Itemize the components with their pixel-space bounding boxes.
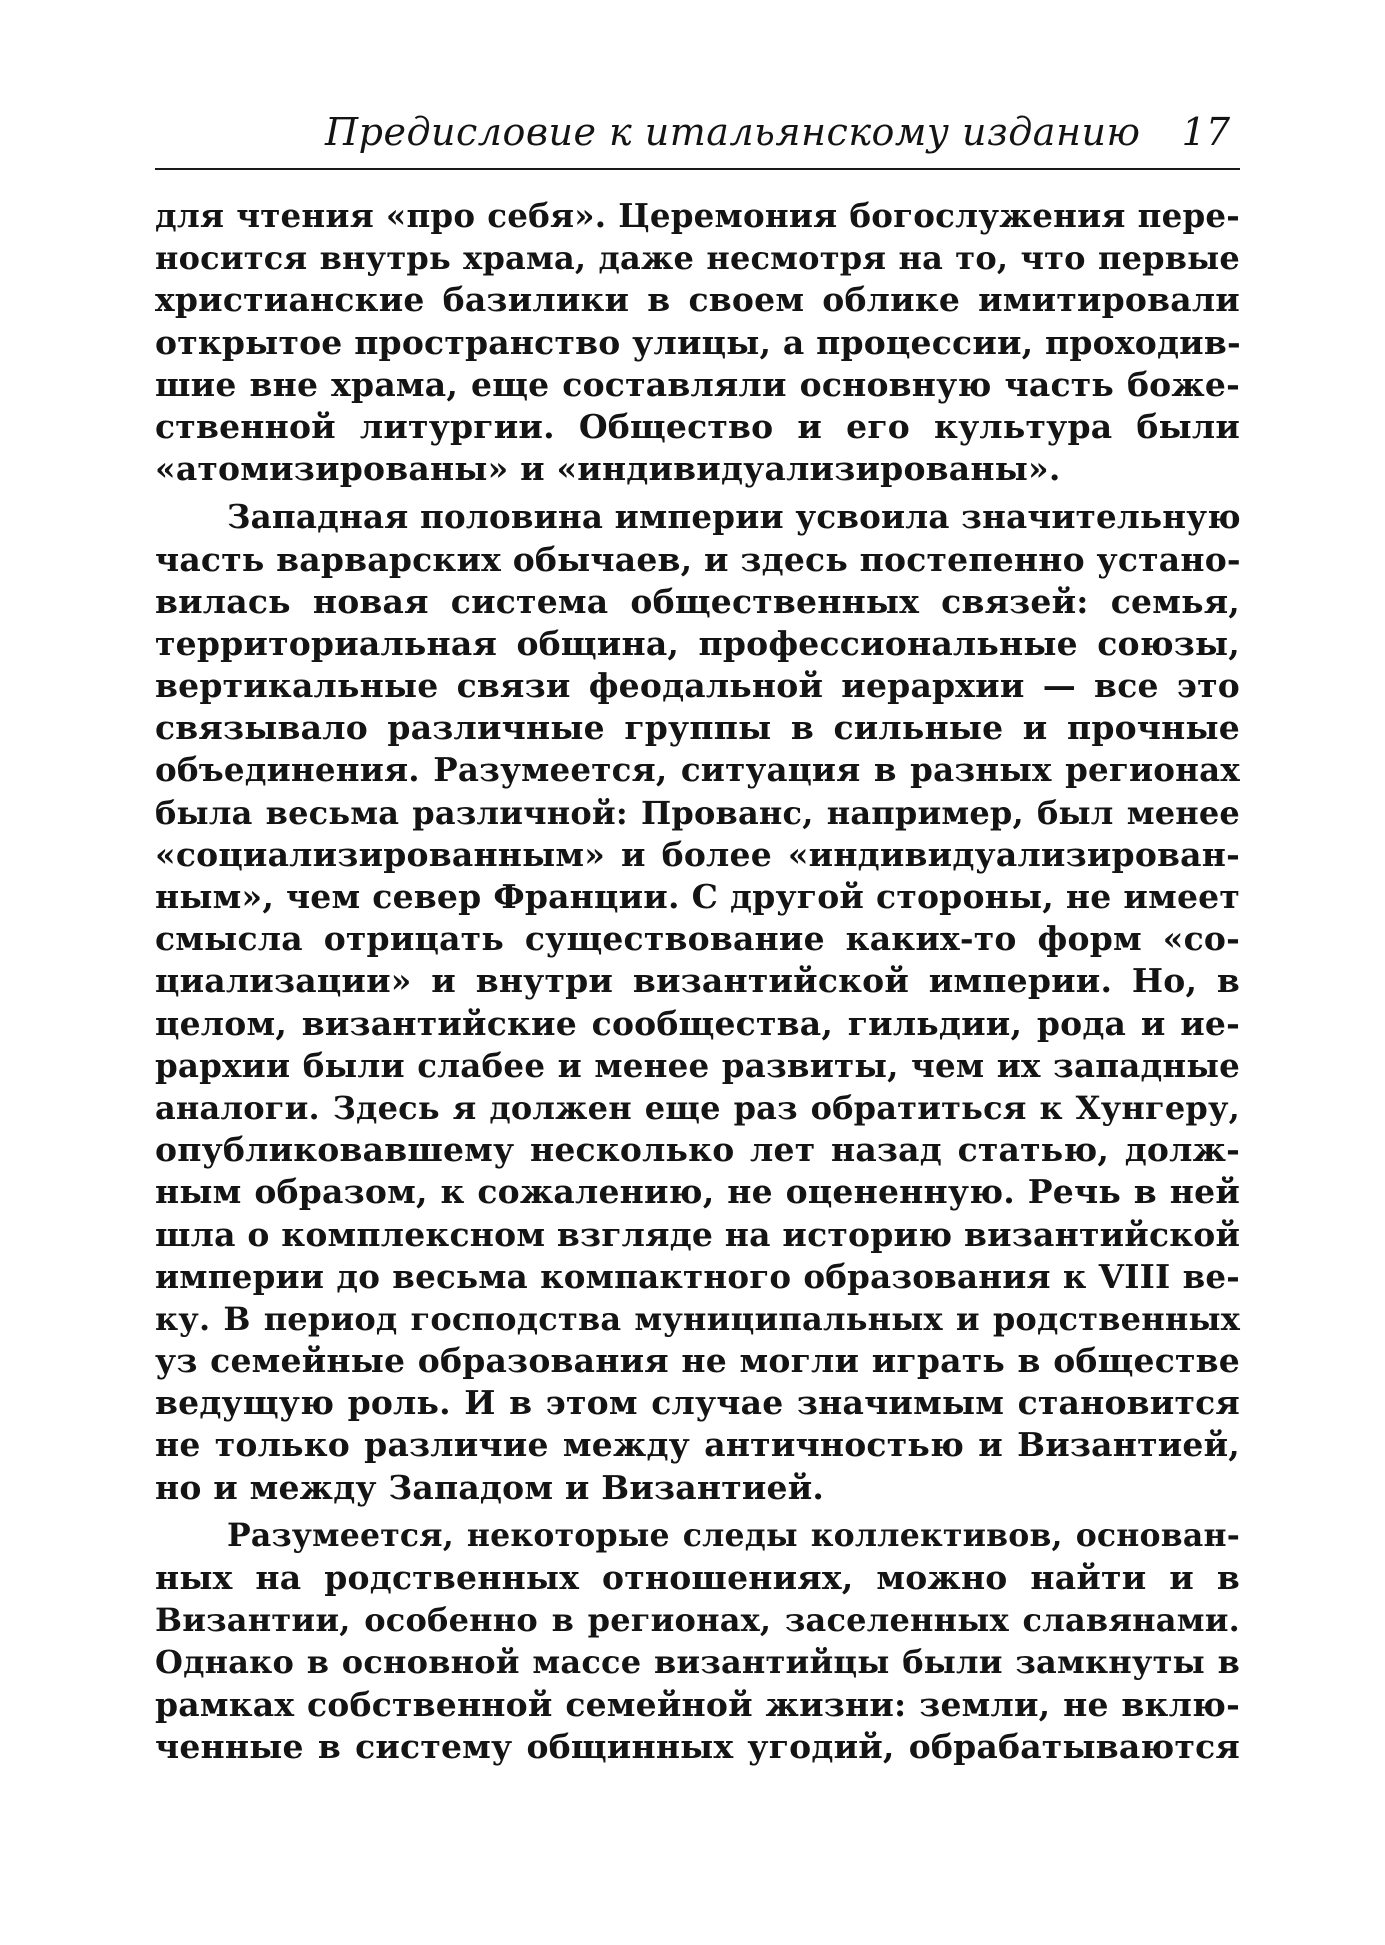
text-line: не только различие между античностью и Византией, (155, 1425, 1240, 1465)
paragraph-3 (155, 1515, 1240, 1768)
text-line: ным образом, к сожалению, не оцененную. Речь в ней (155, 1172, 1240, 1212)
text-line: Западная половина империи усвоила значительную (227, 497, 1241, 537)
text-line: Разумеется, некоторые следы коллективов, основан- (227, 1516, 1240, 1554)
text-line: смысла отрицать существование каких-то форм «со- (155, 919, 1240, 959)
text-line: опубликовавшему несколько лет назад статью, долж- (155, 1130, 1240, 1170)
text-line: часть варварских обычаев, и здесь постепенно устано- (155, 539, 1241, 579)
text-line: «атомизированы» и «индивидуализированы». (155, 449, 1061, 489)
text-line: уз семейные образования не могли играть в обществе (155, 1341, 1240, 1381)
text-line: ченные в систему общинных угодий, обрабатываются (155, 1726, 1240, 1766)
running-header (155, 108, 1240, 170)
text-line: Византии, особенно в регионах, заселенных славянами. (155, 1601, 1240, 1640)
text-line: для чтения «про себя». Церемония богослужения пере- (155, 196, 1240, 235)
text-line: циализации» и внутри византийской империи. Но, в (155, 961, 1240, 1001)
page-number: 17 (1181, 110, 1230, 154)
text-line: связывало различные группы в сильные и прочные (155, 708, 1240, 748)
text-line: Однако в основной массе византийцы были замкнуты в (155, 1643, 1240, 1682)
text-line: ку. В период господства муниципальных и родственных (155, 1299, 1240, 1338)
text-line: носится внутрь храма, даже несмотря на то, что первые (155, 239, 1240, 278)
text-line: территориальная община, профессиональные союзы, (155, 623, 1240, 663)
paragraph-2 (155, 496, 1240, 1509)
text-line: целом, византийские сообщества, гильдии, рода и ие- (155, 1003, 1240, 1043)
text-line: ведущую роль. И в этом случае значимым становится (155, 1383, 1240, 1423)
text-line: ным», чем север Франции. С другой стороны, не имеет (155, 877, 1240, 916)
text-line: но и между Западом и Византией. (155, 1467, 825, 1507)
text-line: вертикальные связи феодальной иерархии — все это (155, 666, 1240, 706)
text-line: шие вне храма, еще составляли основную часть боже- (155, 364, 1240, 404)
text-line: ственной литургии. Общество и его культура были (155, 406, 1240, 446)
text-line: открытое пространство улицы, а процессии, проходив- (155, 322, 1241, 362)
text-line: объединения. Разумеется, ситуация в разных регионах (155, 750, 1240, 790)
text-line: ных на родственных отношениях, можно найти и в (155, 1558, 1240, 1597)
text-line: рамках собственной семейной жизни: земли, не вклю- (155, 1684, 1240, 1724)
paragraph-1 (155, 195, 1240, 490)
text-line: рархии были слабее и менее развиты, чем их западные (155, 1045, 1240, 1085)
body-text (155, 195, 1240, 1768)
text-line: империи до весьма компактного образования к VIII ве- (155, 1256, 1240, 1296)
text-line: аналоги. Здесь я должен еще раз обратиться к Хунгеру, (155, 1088, 1240, 1127)
running-title: Предисловие к итальянскому изданию (325, 110, 1141, 154)
text-line: «социализированным» и более «индивидуализирован- (155, 834, 1240, 874)
text-line: была весьма различной: Прованс, например, был менее (155, 793, 1240, 832)
text-line: шла о комплексном взгляде на историю византийской (155, 1214, 1241, 1254)
text-line: вилась новая система общественных связей: семья, (155, 581, 1240, 621)
text-line: христианские базилики в своем облике имитировали (155, 280, 1240, 320)
